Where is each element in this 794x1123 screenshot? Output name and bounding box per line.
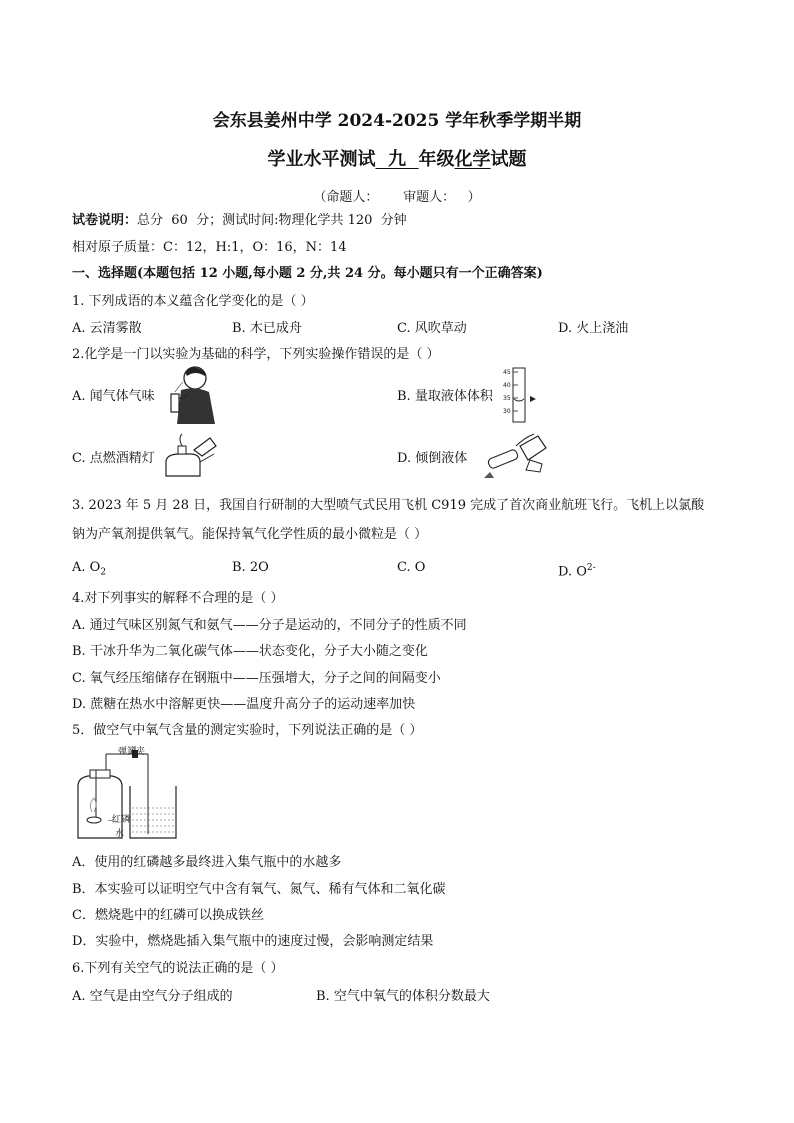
title-part-b: 年级 xyxy=(418,149,455,170)
figure-label-clamp: 弹簧夹 xyxy=(118,747,146,757)
question-3-stem-line1: 3. 2023 年 5 月 28 日，我国自行研制的大型喷气式民用飞机 C919 完成了首次商业航班飞行。飞机上以氯酸 xyxy=(72,498,705,513)
q1-option-d: D. 火上浇油 xyxy=(558,321,629,336)
q2-option-c: C. 点燃酒精灯 xyxy=(72,451,155,466)
q6-option-a: A. 空气是由空气分子组成的 xyxy=(72,989,233,1004)
q1-option-a: A. 云清雾散 xyxy=(72,321,142,336)
cylinder-label: 40 xyxy=(503,382,511,389)
q3-option-c: C. O xyxy=(397,560,426,575)
question-2-stem: 2.化学是一门以实验为基础的科学，下列实验操作错误的是（ ） xyxy=(72,347,440,362)
q1-option-c: C. 风吹草动 xyxy=(397,321,467,336)
question-4-stem: 4.对下列事实的解释不合理的是（ ） xyxy=(72,591,284,606)
title-grade-blank: 九 xyxy=(375,149,419,170)
q2-option-b: B. 量取液体体积 xyxy=(397,389,493,404)
title-subject-blank: 化学 xyxy=(454,149,491,170)
q3-option-d-text: D. O xyxy=(558,564,587,580)
exam-title-line1: 会东县姜州中学 2024-2025 学年秋季学期半期 xyxy=(212,111,582,131)
cylinder-label: 35 xyxy=(503,395,511,402)
q3-option-d-superscript: 2- xyxy=(586,563,596,573)
oxygen-measurement-apparatus-figure xyxy=(72,746,184,842)
q3-option-a xyxy=(72,559,106,582)
figure-label-red-phosphorus: 红磷 xyxy=(112,815,131,825)
authors-line: （命题人： 审题人： ） xyxy=(313,190,481,205)
atomic-mass-line: 相对原子质量：C：12，H:1，O：16，N：14 xyxy=(72,240,347,255)
title-part-c: 试题 xyxy=(490,149,527,170)
exam-title-line2 xyxy=(0,145,794,171)
q5-option-c: C．燃烧匙中的红磷可以换成铁丝 xyxy=(72,908,264,923)
lighting-alcohol-lamp-figure xyxy=(160,432,218,480)
question-1-stem: 1. 下列成语的本义蕴含化学变化的是（ ） xyxy=(72,294,314,309)
q6-option-b: B. 空气中氧气的体积分数最大 xyxy=(316,989,490,1004)
q3-option-d xyxy=(558,559,596,581)
q4-option-a: A. 通过气味区别氮气和氨气——分子是运动的，不同分子的性质不同 xyxy=(72,618,467,633)
cylinder-scale-labels xyxy=(503,366,513,424)
question-5-stem: 5．做空气中氧气含量的测定实验时，下列说法正确的是（ ） xyxy=(72,723,423,738)
cylinder-label: 30 xyxy=(503,408,511,415)
smelling-gas-figure xyxy=(157,364,217,424)
cylinder-label: 45 xyxy=(503,369,511,376)
q3-option-a-subscript: 2 xyxy=(100,567,107,578)
title-part-a: 学业水平测试 xyxy=(267,149,376,170)
q1-option-b: B. 木已成舟 xyxy=(232,321,302,336)
q3-option-a-text: A. O xyxy=(72,560,101,575)
q4-option-c: C. 氧气经压缩储存在钢瓶中——压强增大，分子之间的间隔变小 xyxy=(72,671,441,686)
q5-option-a: A．使用的红磷越多最终进入集气瓶中的水越多 xyxy=(72,855,342,870)
q5-option-b: B．本实验可以证明空气中含有氧气、氮气、稀有气体和二氧化碳 xyxy=(72,882,446,897)
exam-description xyxy=(72,212,407,230)
q5-option-d: D．实验中，燃烧匙插入集气瓶中的速度过慢，会影响测定结果 xyxy=(72,934,434,949)
section-heading: 一、选择题(本题包括 12 小题,每小题 2 分,共 24 分。每小题只有一个正确答案) xyxy=(72,266,543,281)
description-label: 试卷说明： xyxy=(72,213,138,228)
q4-option-d: D. 蔗糖在热水中溶解更快——温度升高分子的运动速率加快 xyxy=(72,697,416,712)
question-3-stem-line2: 钠为产氧剂提供氧气。能保持氧气化学性质的最小微粒是（ ） xyxy=(72,527,428,542)
description-text: 总分 60 分；测试时间:物理化学共 120 分钟 xyxy=(137,213,407,228)
question-6-stem: 6.下列有关空气的说法正确的是（ ） xyxy=(72,961,284,976)
q2-option-a: A. 闻气体气味 xyxy=(72,389,155,404)
figure-label-water: 水 xyxy=(115,829,125,839)
pouring-liquid-figure xyxy=(476,430,548,486)
q4-option-b: B. 干冰升华为二氧化碳气体——状态变化，分子大小随之变化 xyxy=(72,644,428,659)
q3-option-b: B. 2O xyxy=(232,560,269,575)
q2-option-d: D. 倾倒液体 xyxy=(397,451,468,466)
